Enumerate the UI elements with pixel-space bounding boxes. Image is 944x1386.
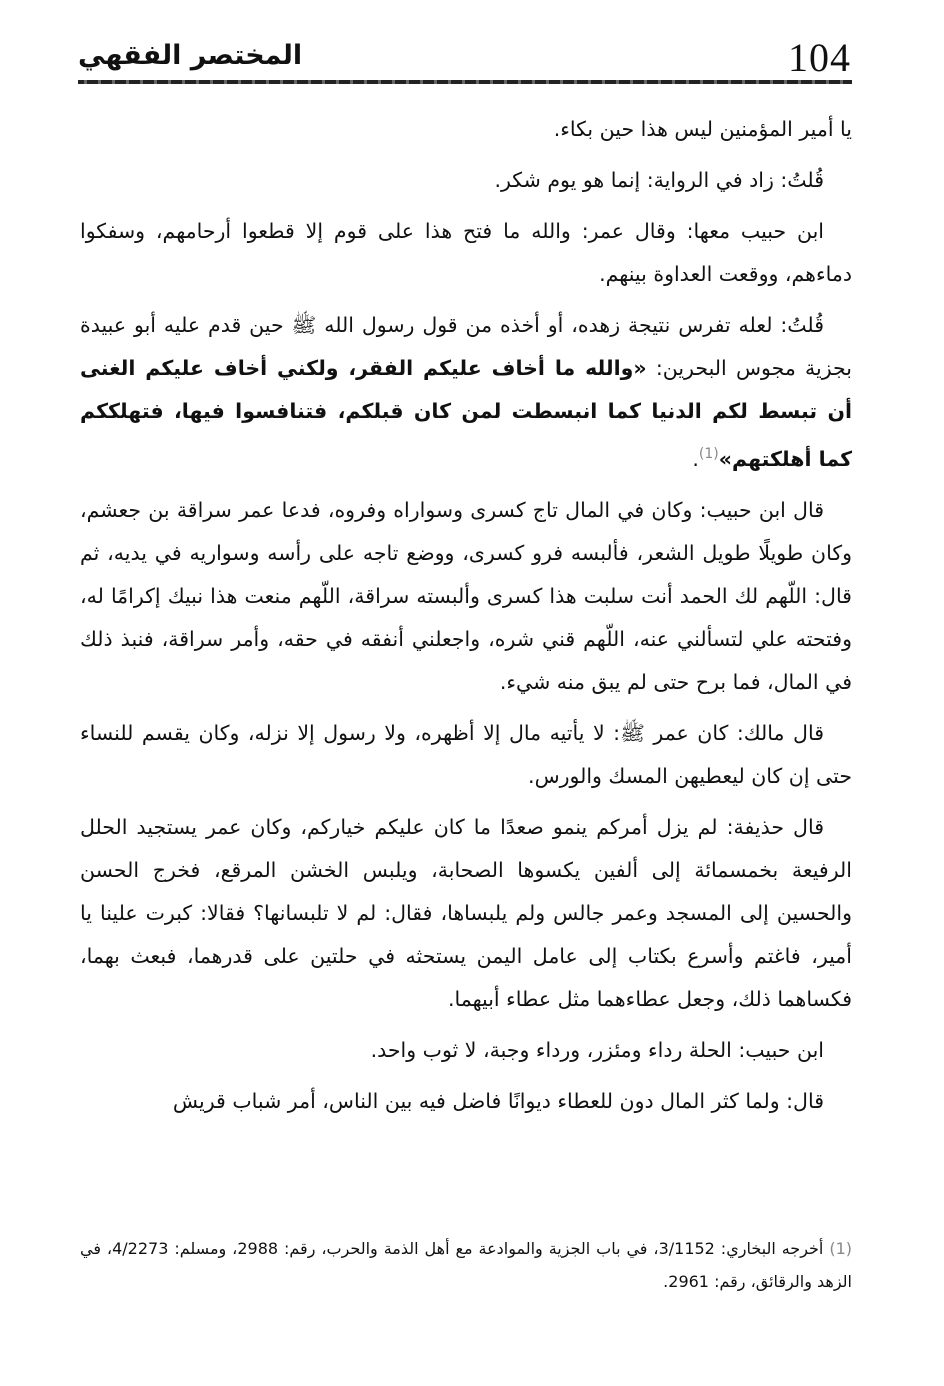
paragraph-5: قال ابن حبيب: وكان في المال تاج كسرى وسواراه وفروه، فدعا عمر سراقة بن جعشم، وكان طويلًا طويل الشعر، فألبسه فرو كسرى، ووضع تاجه على رأسه وسواريه في يديه، ثم قال: اللّهم لك الحمد أنت سلبت هذا كسرى وألبسته سراقة، اللّهم منعت هذا نبيك إكرامًا له، وفتحته علي لتسألني عنه، اللّهم قني شره، واجعلني أنفقه في حقه، وأمر سراقة، فنبذ ذلك في المال، فما برح حتى لم يبق منه شيء. (80, 497, 852, 694)
paragraph-2: قُلتُ: زاد في الرواية: إنما هو يوم شكر. (494, 168, 824, 192)
paragraph-1: يا أمير المؤمنين ليس هذا حين بكاء. (553, 117, 852, 141)
paragraph-4 (80, 304, 852, 481)
page-header (78, 30, 852, 90)
paragraph-7: قال حذيفة: لم يزل أمركم ينمو صعدًا ما كان عليكم خياركم، وكان عمر يستجيد الحلل الرفيعة بخمسمائة إلى ألفين يكسوها الصحابة، ويلبس الخشن المرقع، فخرج الحسن والحسين إلى المسجد وعمر جالس ولم يلبساها، فقال: لم لا تلبسانها؟ فقالا: كبرت علينا يا أمير، فاغتم وأسرع بكتاب إلى عامل اليمن يستحثه في حلتين على قدرهما، فبعث بهما، فكساهما ذلك، وجعل عطاءهما مثل عطاء أبيهما. (80, 814, 852, 1011)
paragraph-4-intro: قُلتُ: لعله تفرس نتيجة زهده، أو أخذه من قول رسول الله ﷺ حين قدم عليه أبو عبيدة بجزية مجوس البحرين: (80, 313, 852, 380)
paragraph-6: قال مالك: كان عمر ﷺ: لا يأتيه مال إلا أظهره، ولا رسول إلا نزله، وكان يقسم للنساء حتى إن كان ليعطيهن المسك والورس. (80, 720, 852, 788)
hadith-quote: «والله ما أخاف عليكم الفقر، ولكني أخاف عليكم الغنى أن تبسط لكم الدنيا كما انبسطت لمن كان قبلكم، فتنافسوا فيها، فتهلككم كما أهلكتهم» (80, 356, 852, 471)
footnote (80, 1232, 852, 1298)
paragraph-8: ابن حبيب: الحلة رداء ومئزر، ورداء وجبة، لا ثوب واحد. (370, 1037, 824, 1062)
footnote-text: أخرجه البخاري: 3/1152، في باب الجزية والموادعة مع أهل الذمة والحرب، رقم: 2988، ومسلم: 4/2273، في الزهد والرقائق، رقم: 2961. (80, 1239, 852, 1291)
paragraph-9: قال: ولما كثر المال دون للعطاء ديوانًا فاضل فيه بين الناس، أمر شباب قريش (172, 1088, 824, 1113)
page-number: 104 (788, 35, 851, 80)
footnote-reference[interactable]: (1) (698, 446, 719, 462)
book-title: المختصر الفقهي (78, 40, 303, 71)
paragraph-3: ابن حبيب معها: وقال عمر: والله ما فتح هذا على قوم إلا قطعوا أرحامهم، وسفكوا دماءهم، ووقعت العداوة بينهم. (80, 219, 852, 286)
paragraph-4-end: . (692, 446, 699, 471)
footnote-number: (1) (829, 1239, 853, 1258)
main-text (80, 108, 852, 1123)
header-rule (78, 80, 852, 84)
